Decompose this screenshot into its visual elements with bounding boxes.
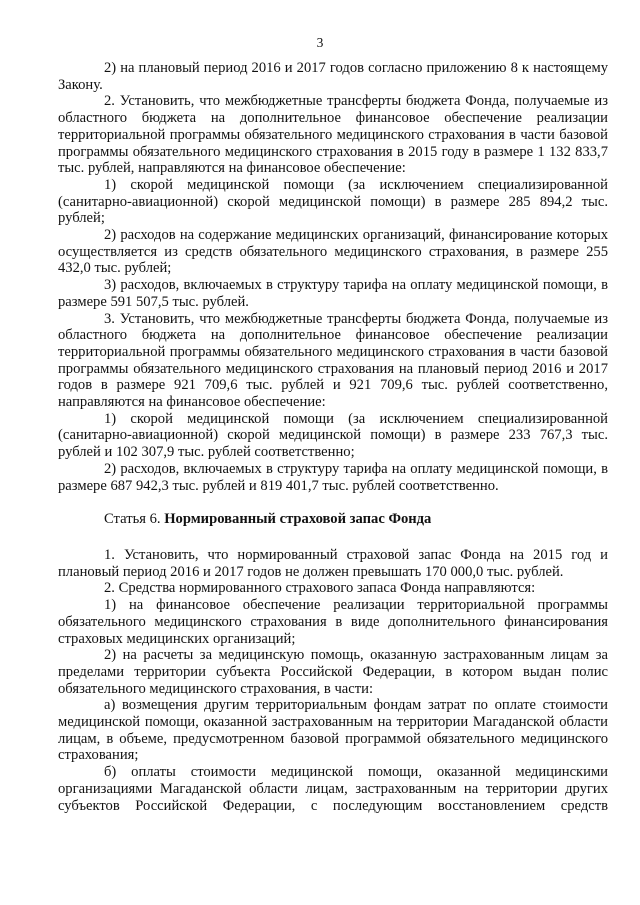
article-prefix: Статья 6. — [104, 511, 161, 528]
article-heading — [58, 511, 608, 528]
document-body — [58, 60, 608, 814]
paragraph: 1. Установить, что нормированный страховой запас Фонда на 2015 год и плановый период 2016 и 2017 годов не должен превышать 170 000,0 тыс. рублей. — [58, 546, 608, 580]
paragraph: 2) расходов, включаемых в структуру тарифа на оплату медицинской помощи, в размере 687 942,3 тыс. рублей и 819 401,7 тыс. рублей соответственно. — [58, 460, 608, 494]
paragraph: а) возмещения другим территориальным фондам затрат по оплате стоимости медицинской помощи, оказанной застрахованным на территории Магаданской области лицам, в объеме, предусмотренном базовой программой обязательного медицинского страхования; — [58, 697, 608, 764]
page-number: 3 — [316, 35, 324, 50]
paragraph: 2) на расчеты за медицинскую помощь, оказанную застрахованным лицам за пределами территории субъекта Российской Федерации, в котором выдан полис обязательного медицинского страхования, в части: — [58, 647, 608, 697]
paragraph: 3. Установить, что межбюджетные трансферты бюджета Фонда, получаемые из областного бюджета на дополнительное финансовое обеспечение реализации территориальной программы обязательного медицинского страхования в части базовой программы обязательного медицинского страхования на плановый период 2016 и 2017 годов в размере 921 709,6 тыс. рублей и 921 709,6 тыс. рублей соответственно, направляются на финансовое обеспечение: — [58, 310, 608, 411]
paragraph: 2. Средства нормированного страхового запаса Фонда направляются: — [104, 580, 536, 597]
paragraph: 2. Установить, что межбюджетные трансферты бюджета Фонда, получаемые из областного бюджета на дополнительное финансовое обеспечение реализации территориальной программы обязательного медицинского страхования в части базовой программы обязательного медицинского страхования в 2015 году в размере 1 132 833,7 тыс. рублей, направляются на финансовое обеспечение: — [58, 93, 608, 177]
paragraph: б) оплаты стоимости медицинской помощи, оказанной медицинскими организациями Магаданской области лицам, застрахованным на территории других субъектов Российской Федерации, с последующим восстановлением средств — [58, 764, 608, 814]
article-title: Нормированный страховой запас Фонда — [164, 511, 432, 528]
paragraph: 1) скорой медицинской помощи (за исключением специализированной (санитарно-авиационной) скорой медицинской помощи) в размере 233 767,3 тыс. рублей и 102 307,9 тыс. рублей соответственно; — [58, 410, 608, 461]
paragraph: 1) скорой медицинской помощи (за исключением специализированной (санитарно-авиационной) скорой медицинской помощи) в размере 285 894,2 тыс. рублей; — [58, 176, 608, 227]
paragraph: 1) на финансовое обеспечение реализации территориальной программы обязательного медицинского страхования в виде дополнительного финансирования страховых медицинских организаций; — [58, 597, 608, 647]
paragraph: 2) расходов на содержание медицинских организаций, финансирование которых осуществляется из средств обязательного медицинского страхования, в размере 255 432,0 тыс. рублей; — [58, 227, 608, 277]
paragraph: 2) на плановый период 2016 и 2017 годов согласно приложению 8 к настоящему Закону. — [58, 60, 608, 93]
paragraph: 3) расходов, включаемых в структуру тарифа на оплату медицинской помощи, в размере 591 507,5 тыс. рублей. — [58, 277, 608, 310]
